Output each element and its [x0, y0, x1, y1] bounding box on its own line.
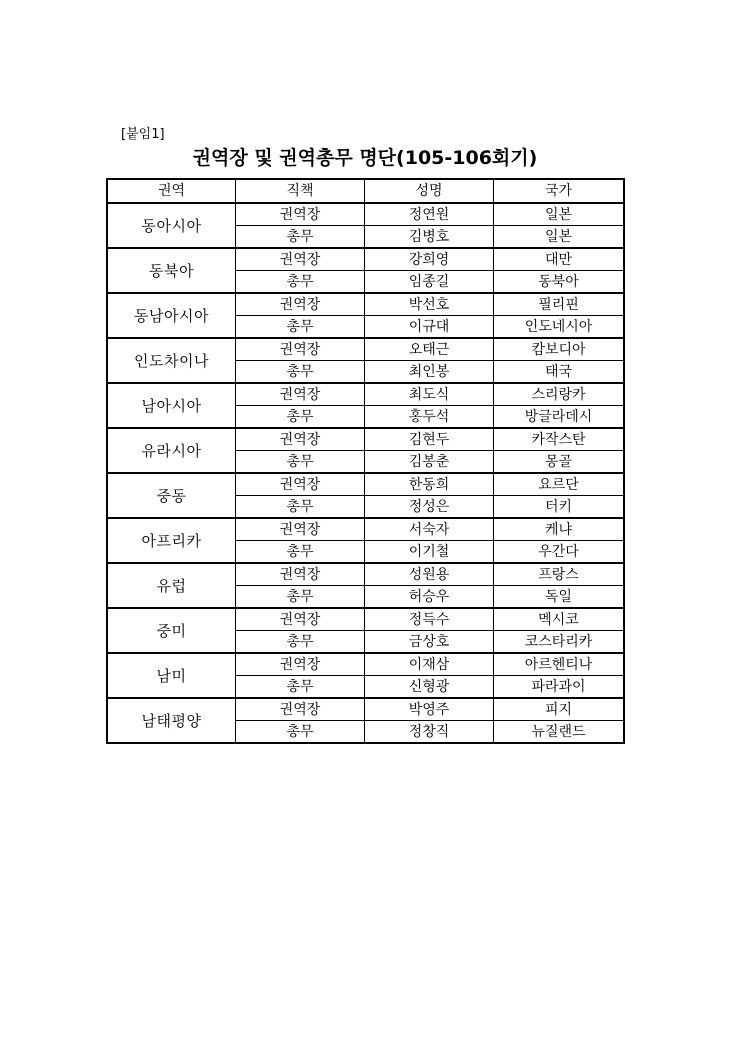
person-name-cell: 허승우: [365, 586, 494, 609]
position-cell: 총무: [236, 451, 365, 474]
person-name-cell: 이재삼: [365, 653, 494, 676]
country-cell: 방글라데시: [494, 406, 624, 429]
position-cell: 총무: [236, 496, 365, 519]
position-cell: 권역장: [236, 383, 365, 406]
position-cell: 권역장: [236, 653, 365, 676]
position-cell: 권역장: [236, 473, 365, 496]
person-name-cell: 임종길: [365, 271, 494, 294]
column-header-region: 권역: [108, 180, 236, 204]
region-name-cell: 중미: [108, 608, 236, 653]
region-name-cell: 동아시아: [108, 203, 236, 248]
table-row: [108, 518, 624, 541]
table-body: [108, 203, 624, 743]
country-cell: 프랑스: [494, 563, 624, 586]
country-cell: 필리핀: [494, 293, 624, 316]
country-cell: 터키: [494, 496, 624, 519]
person-name-cell: 금상호: [365, 631, 494, 654]
column-header-country: 국가: [494, 180, 624, 204]
country-cell: 카작스탄: [494, 428, 624, 451]
position-cell: 총무: [236, 541, 365, 564]
position-cell: 총무: [236, 631, 365, 654]
person-name-cell: 최인봉: [365, 361, 494, 384]
table-row: [108, 473, 624, 496]
country-cell: 동북아: [494, 271, 624, 294]
position-cell: 총무: [236, 676, 365, 699]
person-name-cell: 강희영: [365, 248, 494, 271]
position-cell: 총무: [236, 721, 365, 743]
person-name-cell: 최도식: [365, 383, 494, 406]
position-cell: 총무: [236, 316, 365, 339]
country-cell: 우간다: [494, 541, 624, 564]
region-name-cell: 유럽: [108, 563, 236, 608]
person-name-cell: 박영주: [365, 698, 494, 721]
country-cell: 독일: [494, 586, 624, 609]
attachment-label: [붙임1]: [121, 127, 165, 142]
person-name-cell: 한동희: [365, 473, 494, 496]
person-name-cell: 성원용: [365, 563, 494, 586]
position-cell: 권역장: [236, 698, 365, 721]
table-row: [108, 653, 624, 676]
country-cell: 코스타리카: [494, 631, 624, 654]
country-cell: 몽골: [494, 451, 624, 474]
position-cell: 총무: [236, 586, 365, 609]
person-name-cell: 오태근: [365, 338, 494, 361]
person-name-cell: 정창직: [365, 721, 494, 743]
country-cell: 뉴질랜드: [494, 721, 624, 743]
person-name-cell: 이규대: [365, 316, 494, 339]
region-name-cell: 아프리카: [108, 518, 236, 563]
table-row: [108, 293, 624, 316]
country-cell: 스리랑카: [494, 383, 624, 406]
country-cell: 일본: [494, 203, 624, 226]
table-row: [108, 383, 624, 406]
position-cell: 권역장: [236, 608, 365, 631]
position-cell: 권역장: [236, 203, 365, 226]
country-cell: 일본: [494, 226, 624, 249]
region-name-cell: 인도차이나: [108, 338, 236, 383]
country-cell: 피지: [494, 698, 624, 721]
column-header-name: 성명: [365, 180, 494, 204]
person-name-cell: 정득수: [365, 608, 494, 631]
country-cell: 케냐: [494, 518, 624, 541]
person-name-cell: 박선호: [365, 293, 494, 316]
person-name-cell: 홍두석: [365, 406, 494, 429]
country-cell: 파라과이: [494, 676, 624, 699]
region-name-cell: 남아시아: [108, 383, 236, 428]
person-name-cell: 김현두: [365, 428, 494, 451]
table-row: [108, 428, 624, 451]
country-cell: 멕시코: [494, 608, 624, 631]
country-cell: 캄보디아: [494, 338, 624, 361]
position-cell: 권역장: [236, 428, 365, 451]
position-cell: 총무: [236, 271, 365, 294]
regional-roster-table: [107, 179, 624, 743]
country-cell: 대만: [494, 248, 624, 271]
position-cell: 권역장: [236, 248, 365, 271]
region-name-cell: 동남아시아: [108, 293, 236, 338]
table-row: [108, 563, 624, 586]
table-row: [108, 698, 624, 721]
table-row: [108, 248, 624, 271]
position-cell: 총무: [236, 406, 365, 429]
table-row: [108, 608, 624, 631]
person-name-cell: 김병호: [365, 226, 494, 249]
table-row: [108, 338, 624, 361]
region-name-cell: 남태평양: [108, 698, 236, 743]
person-name-cell: 김봉춘: [365, 451, 494, 474]
person-name-cell: 정연원: [365, 203, 494, 226]
region-name-cell: 남미: [108, 653, 236, 698]
country-cell: 아르헨티나: [494, 653, 624, 676]
region-name-cell: 중동: [108, 473, 236, 518]
table-header-row: [108, 180, 624, 204]
country-cell: 태국: [494, 361, 624, 384]
position-cell: 총무: [236, 361, 365, 384]
position-cell: 권역장: [236, 518, 365, 541]
position-cell: 권역장: [236, 293, 365, 316]
person-name-cell: 이기철: [365, 541, 494, 564]
table-row: [108, 203, 624, 226]
region-name-cell: 동북아: [108, 248, 236, 293]
country-cell: 인도네시아: [494, 316, 624, 339]
position-cell: 권역장: [236, 563, 365, 586]
person-name-cell: 서숙자: [365, 518, 494, 541]
person-name-cell: 정성은: [365, 496, 494, 519]
position-cell: 권역장: [236, 338, 365, 361]
position-cell: 총무: [236, 226, 365, 249]
region-name-cell: 유라시아: [108, 428, 236, 473]
document-title: 권역장 및 권역총무 명단(105-106회기): [192, 147, 538, 169]
column-header-position: 직책: [236, 180, 365, 204]
country-cell: 요르단: [494, 473, 624, 496]
person-name-cell: 신형광: [365, 676, 494, 699]
